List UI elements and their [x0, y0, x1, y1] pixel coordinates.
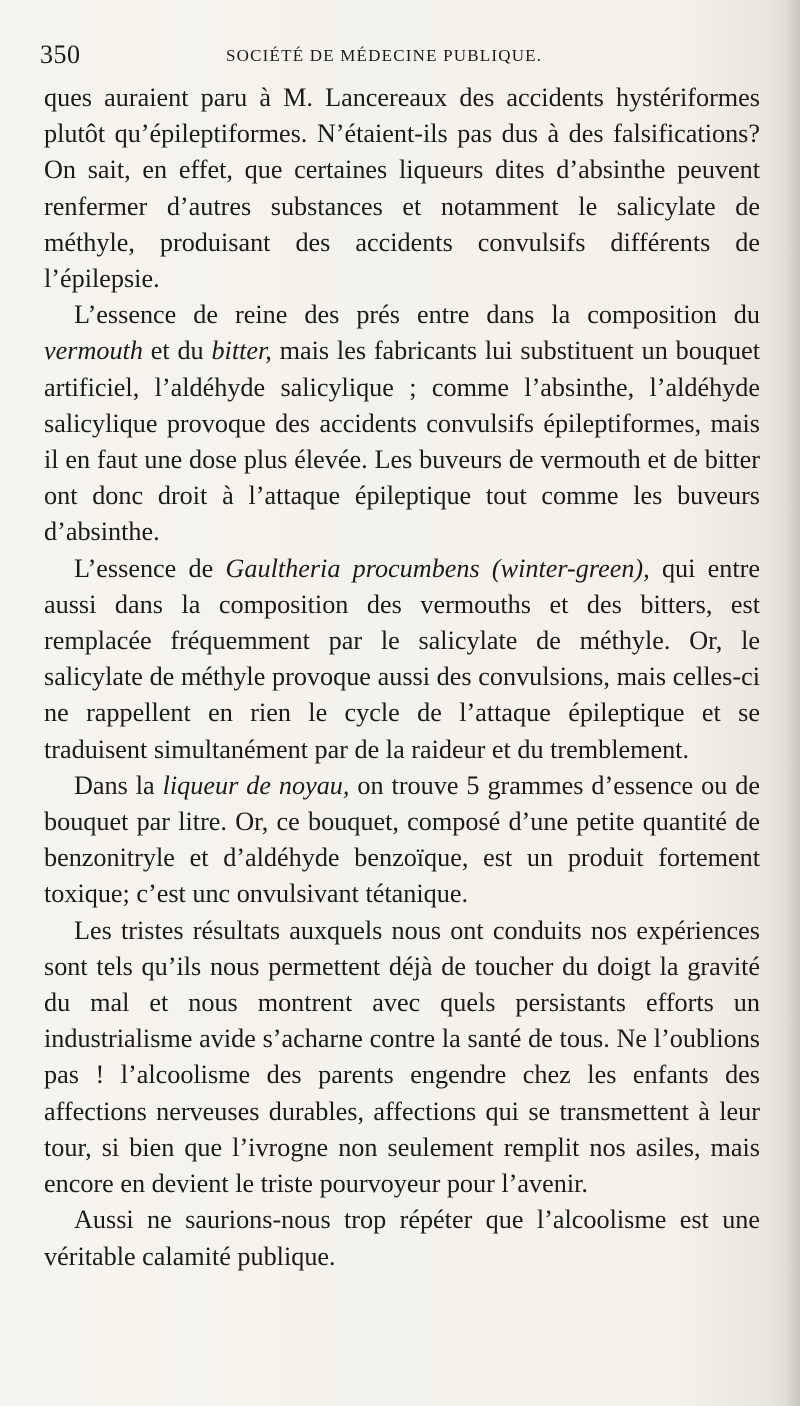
- text-run: L’essence de: [74, 553, 226, 583]
- paragraph: [44, 768, 760, 913]
- italic-text: vermouth: [44, 336, 143, 366]
- text-run: mais les fabricants lui substituent un bouquet artificiel, l’aldéhyde salicylique ; comme l’absinthe, l’aldéhyde salicylique provoque des accidents convulsifs épileptiformes, mais il en faut une dose plus élevée. Les buveurs de vermouth et de bitter ont donc droit à l’attaque épileptique tout comme les buveurs d’absinthe.: [44, 336, 760, 547]
- italic-text: liqueur de noyau,: [162, 770, 350, 800]
- page-edge-shadow: [786, 0, 800, 1406]
- text-run: Dans la: [74, 770, 163, 800]
- paragraph: [44, 80, 760, 297]
- page-number: 350: [40, 40, 81, 69]
- running-head: SOCIÉTÉ DE MÉDECINE PUBLIQUE.: [226, 46, 543, 65]
- italic-text: bitter,: [211, 336, 272, 366]
- paragraph: [44, 1202, 760, 1274]
- italic-text: Gaultheria procumbens (winter-green),: [225, 553, 650, 583]
- text-run: L’essence de reine des prés entre dans la composition du: [74, 300, 760, 330]
- text-run: Aussi ne saurions-nous trop répéter que l’alcoolisme est une véritable calamité publique.: [44, 1205, 760, 1271]
- text-run: Les tristes résultats auxquels nous ont conduits nos expériences sont tels qu’ils nous permettent déjà de toucher du doigt la gravité du mal et nous montrent avec quels persistants efforts un industrialisme avide s’acharne contre la santé de tous. Ne l’oublions pas ! l’alcoolisme des parents engendre chez les enfants des affections nerveuses durables, affections qui se transmettent à leur tour, si bien que l’ivrogne non seulement remplit nos asiles, mais encore en devient le triste pourvoyeur pour l’avenir.: [44, 915, 760, 1199]
- page-header: [40, 40, 760, 74]
- body-text: [44, 80, 760, 1275]
- text-run: et du: [142, 336, 212, 366]
- text-run: qui entre aussi dans la composition des vermouths et des bitters, est remplacée fréquemment par le salicylate de méthyle. Or, le salicylate de méthyle provoque aussi des convulsions, mais celles-ci ne rappellent en rien le cycle de l’attaque épileptique et se traduisent simultanément par de la raideur et du tremblement.: [44, 553, 760, 764]
- paragraph: [44, 551, 760, 768]
- paragraph: [44, 913, 760, 1203]
- text-run: on trouve 5 grammes d’essence ou de bouquet par litre. Or, ce bouquet, composé d’une petite quantité de benzonitryle et d’aldéhyde benzoïque, est un produit fortement toxique; c’est unc onvulsivant tétanique.: [44, 770, 760, 909]
- text-run: ques auraient paru à M. Lancereaux des accidents hystériformes plutôt qu’épileptiformes. N’étaient-ils pas dus à des falsifications? On sait, en effet, que certaines liqueurs dites d’absinthe peuvent renfermer d’autres substances et notamment le salicylate de méthyle, produisant des accidents convulsifs différents de l’épilepsie.: [44, 83, 760, 294]
- paragraph: [44, 297, 760, 550]
